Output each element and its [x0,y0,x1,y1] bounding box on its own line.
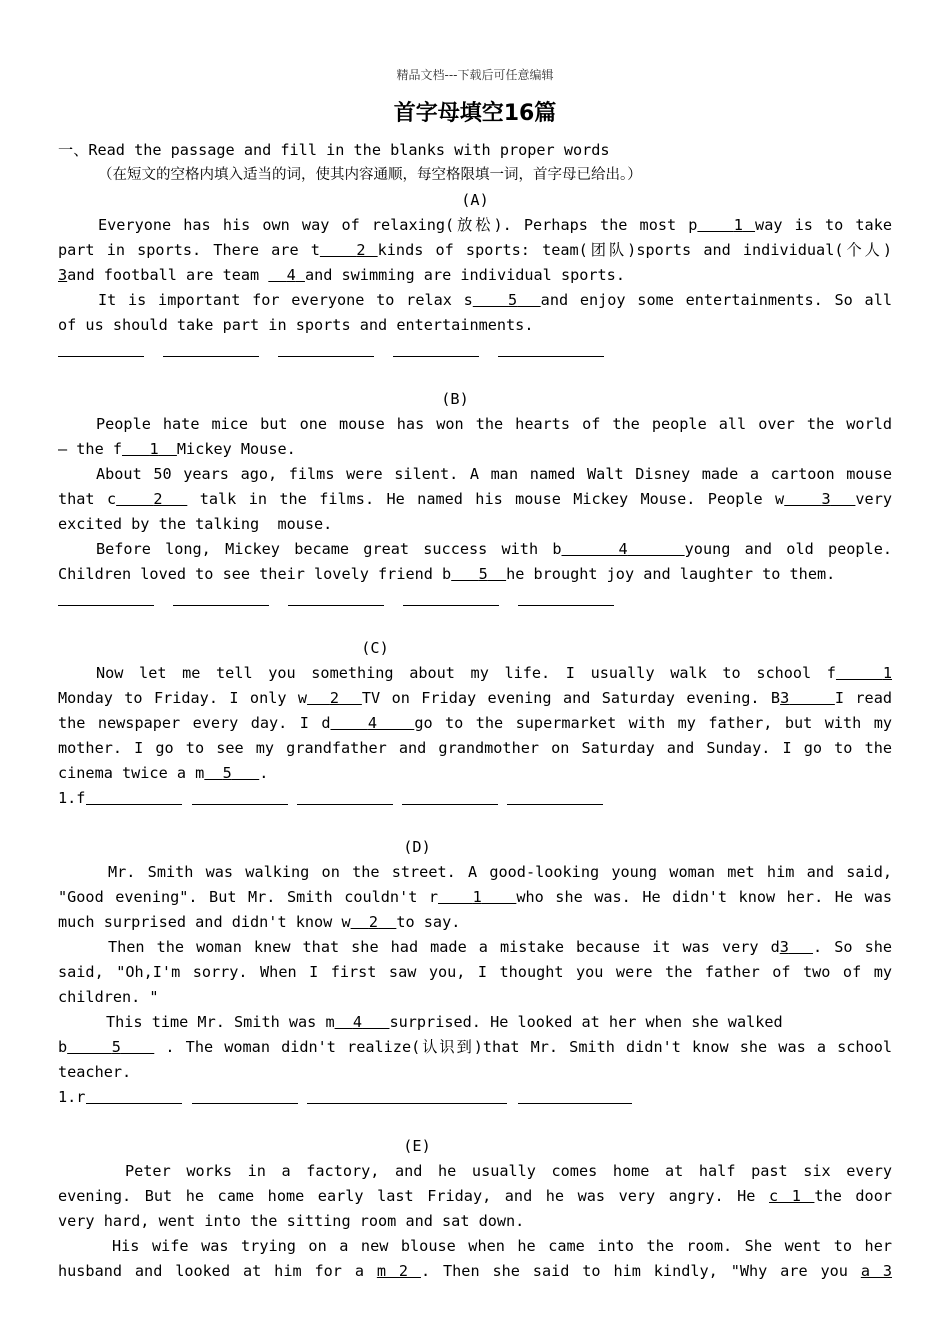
blank-1: c 1 [769,1187,815,1205]
blank-5: 5 [478,565,488,583]
section-a-label: (A) [461,191,489,209]
page-header: 精品文档---下载后可任意编辑 [396,68,554,82]
blank-2: 2 [368,913,379,931]
blank-3: 3 [780,689,790,707]
blank-5: 5 [111,1038,121,1056]
section-e-line: evening. But he came home early last Friday, and he was very angry. He c 1 the door [58,1187,892,1205]
section-d-label: (D) [403,838,431,856]
blank-4: 4 [352,1013,363,1031]
section-c-line: mother. I go to see my grandfather and grandmother on Saturday and Sunday. I go to the [58,739,892,757]
section-d-line: "Good evening". But Mr. Smith couldn't r 1 who she was. He didn't know her. He was [58,888,892,906]
instruction-note: （在短文的空格内填入适当的词，使其内容通顺，每空格限填一词，首字母已给出。） [98,167,642,183]
blank-3: a 3 [860,1262,893,1280]
section-d-line: Then the woman knew that she had made a mistake because it was very d3 . So she [108,938,892,956]
section-c-line: Now let me tell you something about my life. I usually walk to school f 1 [96,664,893,682]
section-d-line: children. " [58,988,159,1006]
blank-4: 4 [618,540,628,558]
blank-3: 3 [779,938,789,956]
section-d-line: b 5 . The woman didn't realize(认识到)that Mr. Smith didn't know she was a school [58,1038,893,1056]
blank-1: 1 [472,888,482,906]
blank-3: 3 [58,266,68,284]
blank-4: 4 [286,266,296,284]
page-title: 首字母填空16篇 [393,101,557,126]
section-d-line: Mr. Smith was walking on the street. A good-looking young woman met him and said, [108,863,892,881]
blank-3: 3 [821,490,831,508]
section-a-line: part in sports. There are t 2 kinds of sports: team(团队)sports and individual(个人) [58,241,892,259]
section-d-line: This time Mr. Smith was m 4 surprised. He looked at her when she walked [106,1013,783,1031]
blank-5: 5 [222,764,232,782]
section-a-line: It is important for everyone to relax s 5 and enjoy some entertainments. So all [98,291,892,309]
section-a-line: Everyone has his own way of relaxing(放松). Perhaps the most p 1 way is to take [98,216,892,234]
section-b-line: — the f 1 Mickey Mouse. [58,440,296,458]
section-e-line: husband and looked at him for a m 2 . Then she said to him kindly, "Why are you a 3 [58,1262,893,1280]
blank-1: 1 [149,440,159,458]
blank-1: 1 [733,216,743,234]
section-b-line: that c 2 talk in the films. He named his mouse Mickey Mouse. People w 3 very [58,490,892,508]
section-c-line: cinema twice a m 5 . [58,764,269,782]
section-a-line: 3and football are team 4 and swimming are individual sports. [58,266,625,284]
section-d-line: said, "Oh,I'm sorry. When I first saw you, I thought you were the father of two of my [58,963,892,981]
section-c-line: Monday to Friday. I only w 2 TV on Friday evening and Saturday evening. B3 I read [58,689,892,707]
section-b-label: (B) [441,390,469,408]
section-e-label: (E) [403,1137,431,1155]
blank-4: 4 [367,714,377,732]
blank-2: 2 [356,241,366,259]
section-d-line: much surprised and didn't know w 2 to say. [58,913,461,931]
section-e-line: His wife was trying on a new blouse when he came into the room. She went to her [112,1237,892,1255]
instruction-line: 一、Read the passage and fill in the blanks with proper words [58,141,610,159]
section-b-line: About 50 years ago, films were silent. A man named Walt Disney made a cartoon mouse [96,465,892,483]
section-c-line: the newspaper every day. I d 4 go to the supermarket with my father, but with my [58,714,893,732]
section-e-line: Peter works in a factory, and he usually comes home at half past six every [125,1162,892,1180]
blank-5: 5 [508,291,518,309]
blank-1: 1 [882,664,893,682]
section-b-line: People hate mice but one mouse has won the hearts of the people all over the world [96,415,892,433]
section-a-line: of us should take part in sports and entertainments. [58,316,534,334]
blank-2: 2 [153,490,163,508]
section-b-line: Before long, Mickey became great success with b 4 young and old people. [96,540,892,558]
section-e-line: very hard, went into the sitting room and sat down. [58,1212,525,1230]
blank-2: m 2 [376,1262,421,1280]
section-d-line: teacher. [58,1063,132,1081]
section-b-line: excited by the talking mouse. [58,515,333,533]
section-c-label: (C) [361,639,389,657]
section-b-line: Children loved to see their lovely friend b 5 he brought joy and laughter to them. [58,565,836,583]
blank-2: 2 [329,689,340,707]
